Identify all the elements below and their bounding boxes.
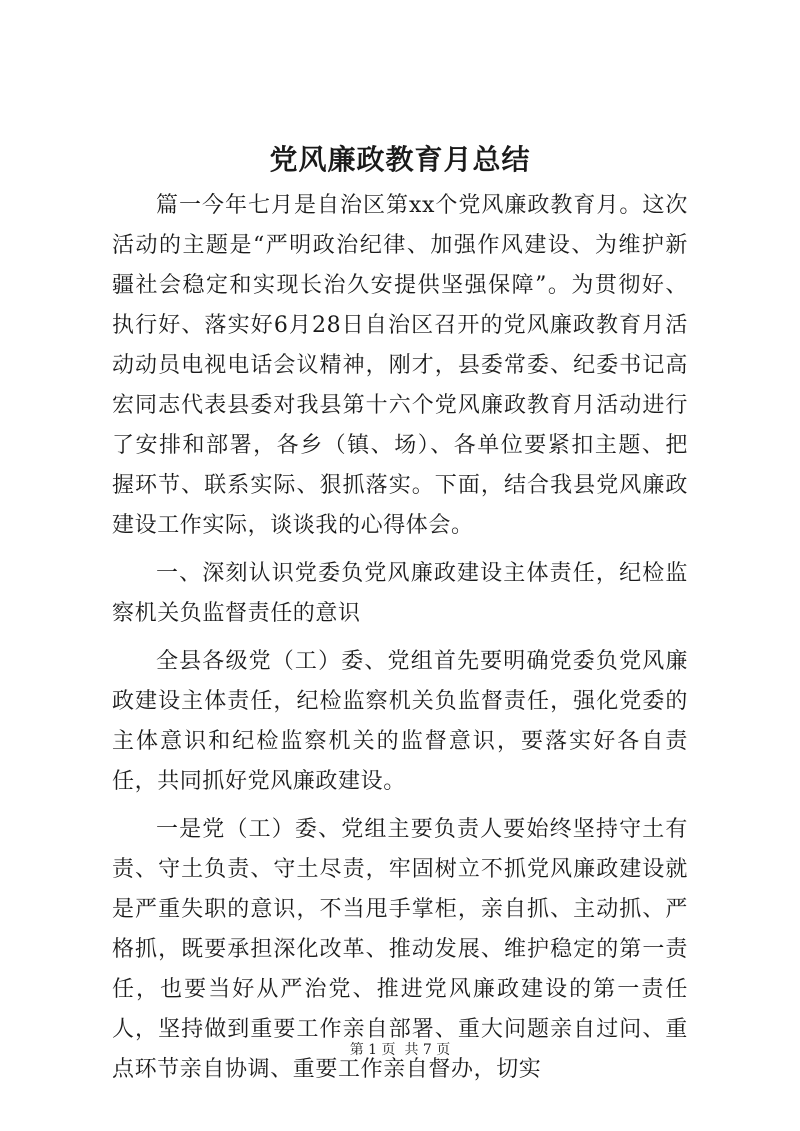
page-footer: [0, 1040, 800, 1060]
paragraph-point-one: 一是党（工）委、党组主要负责人要始终坚持守土有责、守土负责、守土尽责，牢固树立不抓党风廉政建设就是严重失职的意识，不当甩手掌柜，亲自抓、主动抓、严格抓，既要承担深化改革、推动发展、维护稳定的第一责任，也要当好从严治党、推进党风廉政建设的第一责任人，坚持做到重要工作亲自部署、重大问题亲自过问、重点环节亲自协调、重要工作亲自督办，切实: [112, 817, 688, 1082]
paragraph-intro: 篇一今年七月是自治区第xx个党风廉政教育月。这次活动的主题是“严明政治纪律、加强作风建设、为维护新疆社会稳定和实现长治久安提供坚强保障”。为贯彻好、执行好、落实好6月28日自治区召开的党风廉政教育月活动动员电视电话会议精神，刚才，县委常委、纪委书记高宏同志代表县委对我县第十六个党风廉政教育月活动进行了安排和部署，各乡（镇、场）、各单位要紧扣主题、把握环节、联系实际、狠抓落实。下面，结合我县党风廉政建设工作实际，谈谈我的心得体会。: [112, 193, 688, 538]
paragraph-responsibility: 全县各级党（工）委、党组首先要明确党委负党风廉政建设主体责任，纪检监察机关负监督责任，强化党委的主体意识和纪检监察机关的监督意识，要落实好各自责任，共同抓好党风廉政建设。: [112, 649, 688, 794]
paragraph-section-heading: 一、深刻认识党委负党风廉政建设主体责任，纪检监察机关负监督责任的意识: [112, 561, 688, 626]
document-title: 党风廉政教育月总结: [269, 143, 531, 176]
page-number-label: 第 1 页 共 7 页: [349, 1042, 451, 1058]
document-body: [112, 186, 688, 1090]
